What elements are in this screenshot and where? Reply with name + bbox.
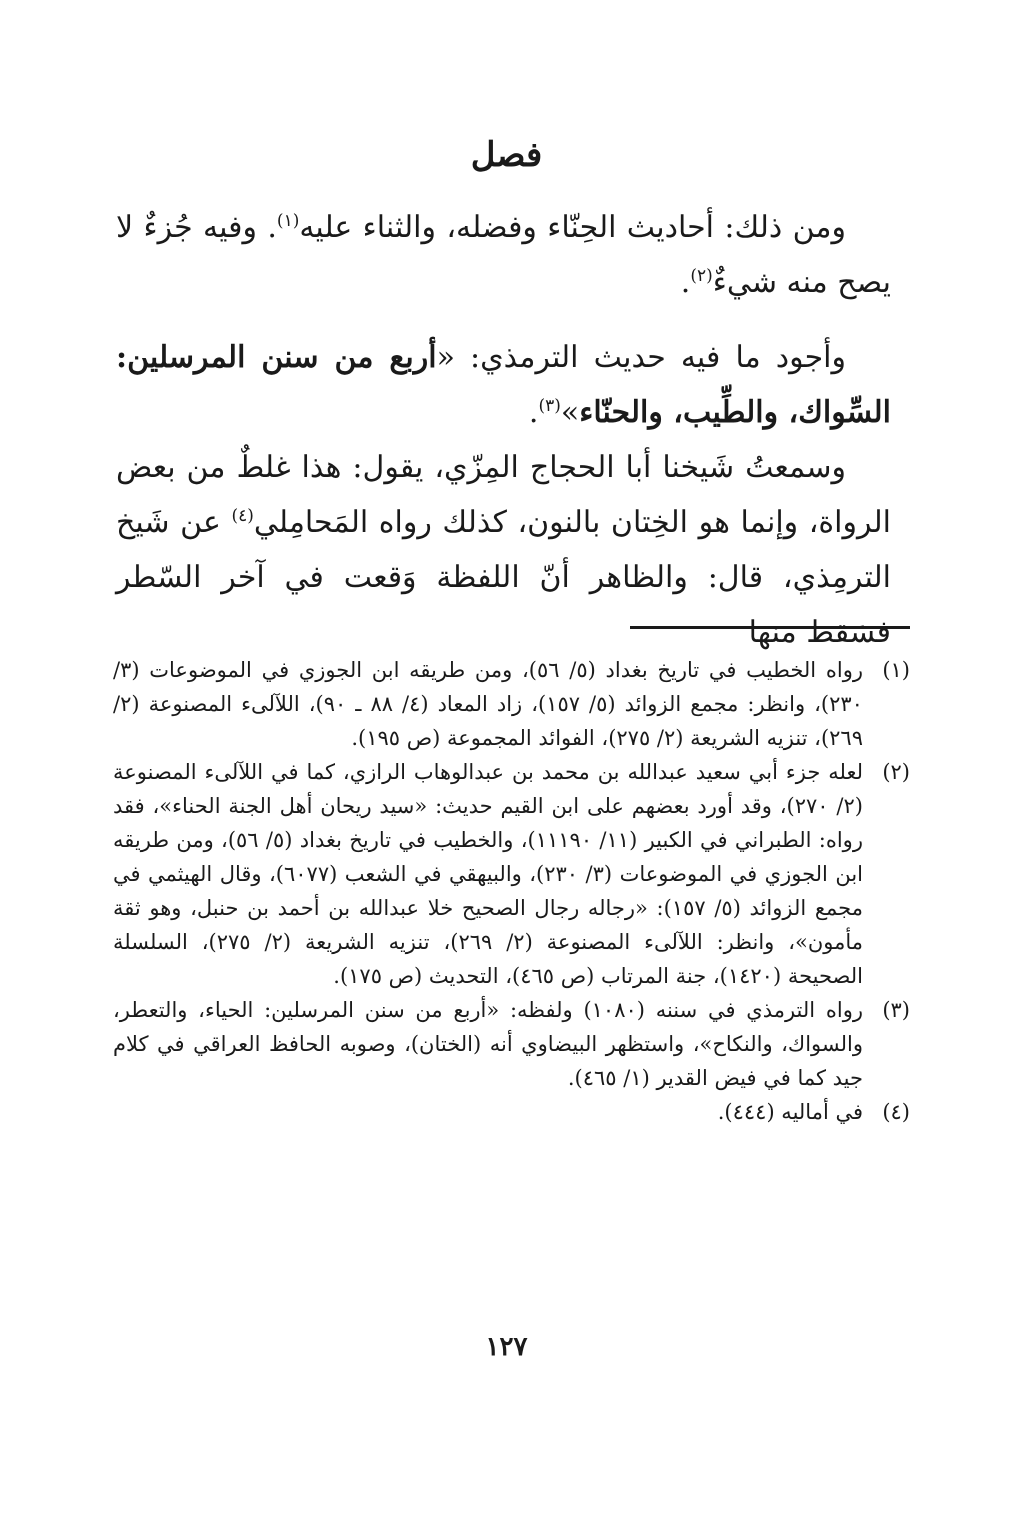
paragraph-1-text bbox=[116, 200, 891, 310]
footnote-text: رواه الخطيب في تاريخ بغداد (٥/ ٥٦)، ومن طريقه ابن الجوزي في الموضوعات (٣/ ٢٣٠)، وانظر: مجمع الزوائد (٥/ ١٥٧)، زاد المعاد (٤/ ٨٨ ـ ٩٠)، اللآلىء المصنوعة (٢/ ٢٦٩)، تنزيه الشريعة (٢/ ٢٧٥)، الفوائد المجموعة (ص ١٩٥). bbox=[113, 658, 863, 750]
footnote-text: لعله جزء أبي سعيد عبدالله بن محمد بن عبدالوهاب الرازي، كما في اللآلىء المصنوعة (٢/ ٢٧٠)، وقد أورد بعضهم على ابن القيم حديث: «سيد ريحان أهل الجنة الحناء»، فقد رواه: الطبراني في الكبير (١١/ ١١١٩٠)، والخطيب في تاريخ بغداد (٥/ ٥٦)، ومن طريقه ابن الجوزي في الموضوعات (٣/ ٢٣٠)، والبيهقي في الشعب (٦٠٧٧)، وقال الهيثمي في مجمع الزوائد (٥/ ١٥٧): «رجاله رجال الصحيح خلا عبدالله بن أحمد بن حنبل، وهو ثقة مأمون»، وانظر: اللآلىء المصنوعة (٢/ ٢٦٩)، تنزيه الشريعة (٢/ ٢٧٥)، السلسلة الصحيحة (١٤٢٠)، جنة المرتاب (ص ٤٦٥)، التحديث (ص ١٧٥). bbox=[113, 760, 863, 988]
page-number: ١٢٧ bbox=[485, 1332, 528, 1362]
paragraph-1 bbox=[116, 200, 891, 310]
section-title: فصل bbox=[470, 135, 543, 175]
footnote-2 bbox=[113, 755, 910, 993]
paragraph-1-part-c: . bbox=[680, 265, 691, 300]
paragraph-3-part-b: عن شَيخ الترمِذي، قال: والظاهر أنّ اللفظة وَقعت في آخر السّطر فسَقط منها bbox=[116, 505, 891, 650]
footnote-number: (٤) bbox=[882, 1100, 910, 1124]
footnotes bbox=[113, 653, 910, 1129]
footnote-ref-3[interactable]: (٣) bbox=[538, 396, 561, 416]
footnote-text: في أماليه (٤٤٤). bbox=[717, 1100, 863, 1124]
paragraph-1-part-a: ومن ذلك: أحاديث الحِنّاء وفضله، والثناء عليه bbox=[299, 210, 846, 245]
paragraph-2 bbox=[116, 330, 891, 440]
paragraph-2-part-c: . bbox=[528, 395, 539, 430]
footnote-ref-2[interactable]: (٢) bbox=[690, 266, 713, 286]
footnote-ref-1[interactable]: (١) bbox=[276, 211, 300, 231]
paragraph-2-part-a: وأجود ما فيه حديث الترمذي: « bbox=[436, 340, 846, 375]
footnote-separator bbox=[630, 626, 910, 629]
footnote-1 bbox=[113, 653, 910, 755]
footnote-3 bbox=[113, 993, 910, 1095]
footnote-ref-4[interactable]: (٤) bbox=[231, 506, 254, 526]
paragraph-2-text bbox=[116, 330, 891, 440]
paragraph-2-part-b: » bbox=[560, 395, 580, 430]
footnote-number: (٣) bbox=[882, 998, 910, 1022]
paragraph-1-part-b: . وفيه جُزءٌ لا يصح منه شيءٌ bbox=[116, 210, 891, 300]
footnote-number: (٢) bbox=[882, 760, 910, 784]
paragraph-3-part-a: وسمعتُ شَيخنا أبا الحجاج المِزّي، يقول: هذا غلطٌ من بعض الرواة، وإنما هو الخِتان بالنون، كذلك رواه المَحامِلي bbox=[116, 450, 891, 540]
footnote-text: رواه الترمذي في سننه (١٠٨٠) ولفظه: «أربع من سنن المرسلين: الحياء، والتعطر، والسواك، والنكاح»، واستظهر البيضاوي أنه (الختان)، وصوبه الحافظ العراقي في كلام جيد كما في فيض القدير (١/ ٤٦٥). bbox=[113, 998, 863, 1090]
footnote-4 bbox=[113, 1095, 910, 1129]
footnote-number: (١) bbox=[882, 658, 910, 682]
hadith-quote: أربع من سنن المرسلين: السِّواك، والطِّيب، والحنّاء bbox=[116, 340, 891, 430]
